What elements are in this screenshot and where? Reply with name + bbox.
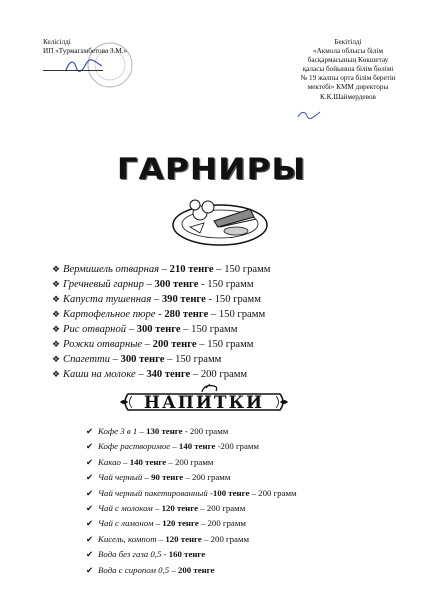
diamond-star-icon: ❖ — [52, 264, 61, 274]
list-item: ❖ Вермишель отварная – 210 тенге – 150 грамм — [52, 264, 271, 275]
signature-right-icon — [296, 108, 322, 120]
list-item: ❖ Картофельное пюре - 280 тенге – 150 грамм — [52, 309, 266, 320]
list-item: ✔ Кофе растворимое – 140 тенге -200 грамм — [86, 439, 297, 454]
approved-director: К.К.Шаймердевов — [320, 92, 376, 101]
checkmark-icon: ✔ — [86, 533, 94, 544]
list-item: ✔ Кисель, компот – 120 тенге – 200 грамм — [86, 532, 297, 547]
approved-line-5: мектебі» КММ директоры — [307, 83, 389, 92]
checkmark-icon: ✔ — [86, 518, 94, 529]
approved-line-1: «Акмола облысы білім — [313, 47, 383, 56]
approved-label: Бекітілді — [334, 38, 362, 46]
drinks-list — [86, 424, 297, 578]
approval-header — [0, 0, 423, 130]
list-item: ✔ Чай черный пакетированный -100 тенге – 200 грамм — [86, 486, 297, 501]
list-item: ✔ Какао – 140 тенге – 200 грамм — [86, 455, 297, 470]
signature-left-icon — [64, 58, 104, 74]
garnish-list — [52, 262, 270, 382]
checkmark-icon: ✔ — [86, 456, 94, 467]
checkmark-icon: ✔ — [86, 502, 94, 513]
list-item: ✔ Кофе 3 в 1 – 130 тенге - 200 грамм — [86, 424, 297, 439]
approved-line-4: № 19 жалпы орта білім беретін — [300, 74, 396, 83]
plate-icon — [170, 187, 270, 249]
agreed-block — [43, 38, 163, 56]
list-item: ❖ Гречневый гарнир – 300 тенге - 150 грамм — [52, 279, 254, 290]
approved-line-3: қаласы бойынша білім бөлімі — [302, 65, 394, 74]
garnish-title: ГАРНИРЫ — [116, 152, 307, 186]
diamond-star-icon: ❖ — [52, 369, 61, 379]
approved-block — [288, 38, 408, 102]
checkmark-icon: ✔ — [86, 549, 94, 560]
agreed-entity: ИП «Турмагамбетова З.М.» — [43, 47, 128, 55]
list-item: ❖ Капуста тушенная – 390 тенге - 150 грамм — [52, 294, 261, 305]
list-item: ✔ Чай с молоком – 120 тенге – 200 грамм — [86, 501, 297, 516]
list-item: ❖ Каши на молоке – 340 тенге – 200 грамм — [52, 369, 248, 380]
checkmark-icon: ✔ — [86, 441, 94, 452]
list-item: ✔ Вода без газа 0,5 - 160 тенге — [86, 547, 297, 562]
checkmark-icon: ✔ — [86, 487, 94, 498]
list-item: ❖ Спагетти – 300 тенге – 150 грамм — [52, 354, 222, 365]
agreed-label: Келісілді — [43, 38, 71, 46]
diamond-star-icon: ❖ — [52, 309, 61, 319]
diamond-star-icon: ❖ — [52, 294, 61, 304]
checkmark-icon: ✔ — [86, 472, 94, 483]
list-item: ✔ Чай с лимоном – 120 тенге – 200 грамм — [86, 516, 297, 531]
approved-line-2: басқармасының Көкшетау — [307, 56, 389, 65]
diamond-star-icon: ❖ — [52, 279, 61, 289]
diamond-star-icon: ❖ — [52, 339, 61, 349]
list-item: ✔ Чай черный – 90 тенге – 200 грамм — [86, 470, 297, 485]
diamond-star-icon: ❖ — [52, 324, 61, 334]
checkmark-icon: ✔ — [86, 426, 94, 436]
list-item: ✔ Вода с сиропом 0,5 – 200 тенге — [86, 563, 297, 578]
checkmark-icon: ✔ — [86, 564, 94, 575]
drinks-title: НАПИТКИ — [143, 393, 265, 413]
list-item: ❖ Рис отварной – 300 тенге – 150 грамм — [52, 324, 238, 335]
list-item: ❖ Рожки отварные – 200 тенге – 150 грамм — [52, 339, 254, 350]
diamond-star-icon: ❖ — [52, 354, 61, 364]
signature-underline — [43, 70, 103, 71]
